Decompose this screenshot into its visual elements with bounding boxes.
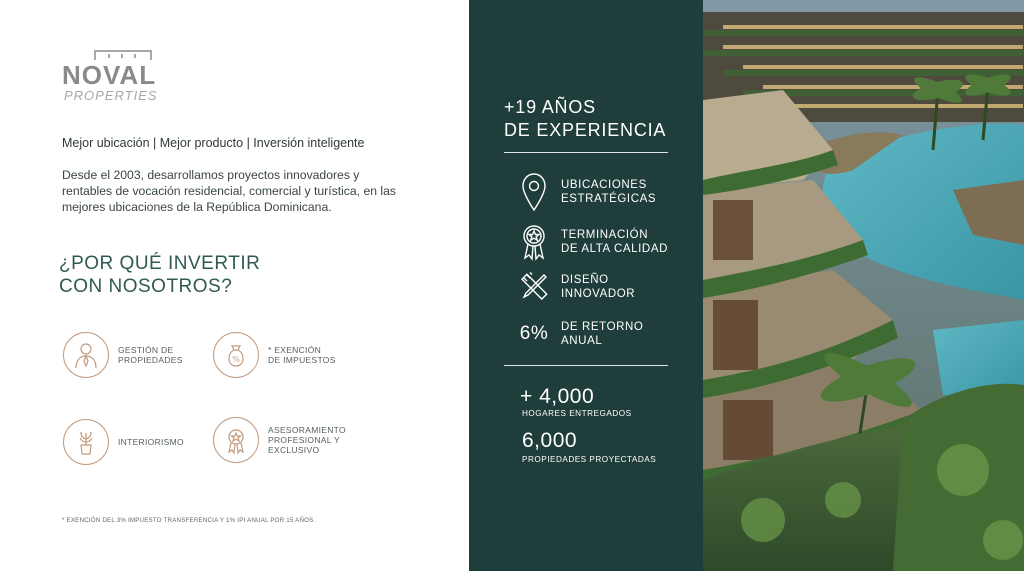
divider <box>504 365 668 366</box>
resort-photo <box>703 0 1024 571</box>
highlight-return <box>517 320 643 348</box>
experience-label: DE EXPERIENCIA <box>504 120 667 140</box>
highlight-quality <box>517 222 668 262</box>
why-invest-heading <box>59 252 260 298</box>
quality-ribbon-icon <box>517 222 551 262</box>
feature-property-management <box>63 332 183 378</box>
logo-roof-icon <box>94 50 152 60</box>
feature-tax-exemption <box>213 332 336 378</box>
design-tools-icon <box>517 271 551 303</box>
highlight-design <box>517 271 635 303</box>
percent-icon: 6% <box>519 323 549 344</box>
highlight-label: DE RETORNO ANUAL <box>561 321 644 347</box>
why-line-2: CON NOSOTROS? <box>59 276 233 297</box>
highlight-label: DISEÑO INNOVADOR <box>561 274 636 300</box>
intro-text: Desde el 2003, desarrollamos proyectos innovadores y rentables de vocación residencial, comercial y turística, en las mejores ubicaciones de la República Dominicana. <box>62 168 396 214</box>
footnote: * EXENCIÓN DEL 3% IMPUESTO TRANSFERENCIA Y 1% IPI ANUAL POR 15 AÑOS. <box>62 517 316 524</box>
award-icon <box>213 417 259 463</box>
plant-icon <box>63 419 109 465</box>
svg-text:%: % <box>232 355 240 364</box>
tagline: Mejor ubicación | Mejor producto | Inversión inteligente <box>62 136 365 150</box>
noval-logo <box>62 48 172 104</box>
stat-homes-value: + 4,000 <box>520 385 595 408</box>
logo-name: NOVAL <box>62 60 157 90</box>
experience-years: +19 AÑOS <box>504 97 596 117</box>
stat-properties-value: 6,000 <box>522 429 578 452</box>
highlight-locations <box>517 172 656 212</box>
highlight-label: UBICACIONES ESTRATÉGICAS <box>561 179 657 205</box>
person-icon <box>63 332 109 378</box>
feature-professional-advice <box>213 417 346 463</box>
feature-label: ASESORAMIENTO PROFESIONAL Y EXCLUSIVO <box>268 425 346 455</box>
tax-bag-icon <box>213 332 259 378</box>
stat-homes-label: HOGARES ENTREGADOS <box>522 409 632 418</box>
feature-interior-design <box>63 419 184 465</box>
feature-label: * EXENCIÓN DE IMPUESTOS <box>268 345 336 365</box>
why-line-1: ¿POR QUÉ INVERTIR <box>59 253 261 274</box>
divider <box>504 152 668 153</box>
left-panel <box>0 0 469 571</box>
feature-label: INTERIORISMO <box>118 437 184 447</box>
location-pin-icon <box>517 172 551 212</box>
highlight-label: TERMINACIÓN DE ALTA CALIDAD <box>561 229 668 255</box>
logo-subtitle: PROPERTIES <box>64 88 158 103</box>
stat-properties-label: PROPIEDADES PROYECTADAS <box>522 455 657 464</box>
feature-label: GESTIÓN DE PROPIEDADES <box>118 345 183 365</box>
experience-panel <box>469 0 703 571</box>
